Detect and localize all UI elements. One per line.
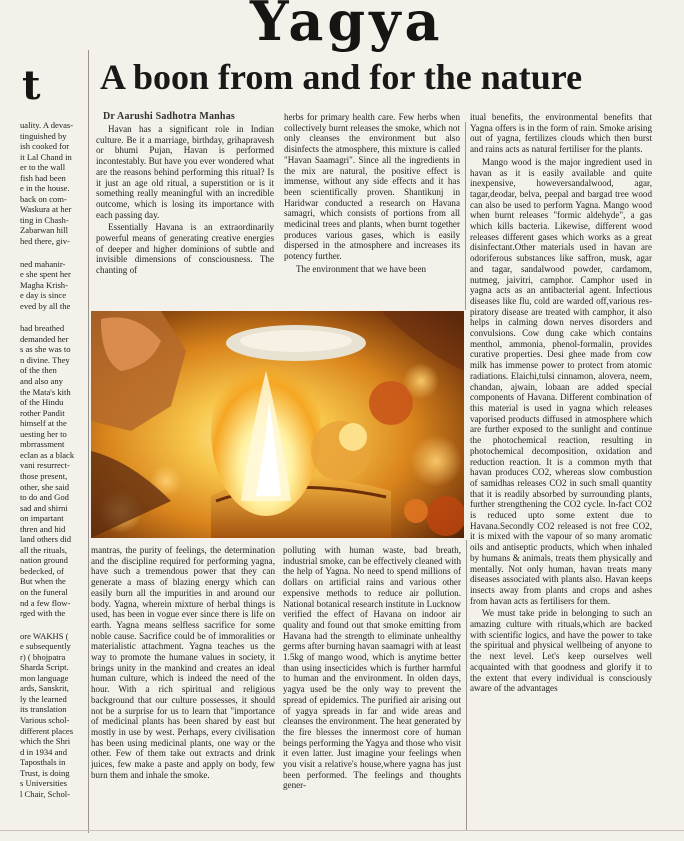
- text-line: Various schol-: [20, 714, 70, 725]
- text-line: all the rituals,: [20, 544, 68, 555]
- text-line: ore WAKHS (: [20, 630, 69, 641]
- text-line: ly the learned: [20, 693, 67, 704]
- line-gap: [20, 619, 83, 631]
- text-line: l Chair, Schol-: [20, 788, 71, 799]
- paragraph: Essentially Havana is an extraordinarily powerful means of generating creative energies of deeper and higher dominions of subtle and invisible dimensions of consciousness. The chanting of: [96, 222, 274, 276]
- text-line: n divine. They: [20, 354, 70, 365]
- article-column-1-bottom: [91, 545, 275, 831]
- text-line: it Lal Chand in: [20, 151, 72, 162]
- article-column-2-bottom: [283, 545, 461, 831]
- text-line: r) ( bhojpatra: [20, 651, 66, 662]
- text-line: those present,: [20, 470, 68, 481]
- paragraph: We must take pride in belonging to such an amazing culture with rituals,which are backed with scientific logics, and have the power to take the spiritual and physical wellbeing of anyone to the next level. Let's keep ourselves well acquainted with that goodness and glorify it to the extent that every individual is consciously aware of the advantages: [470, 608, 652, 694]
- text-line: of the Hindu: [20, 397, 64, 408]
- byline: Dr Aarushi Sadhotra Manhas: [103, 111, 235, 122]
- column-divider: [465, 122, 466, 310]
- text-line: Sharda Script.: [20, 662, 69, 673]
- text-line: fish had been: [20, 172, 66, 183]
- text-line: thren and hid: [20, 523, 66, 534]
- text-line: rother Pandit: [20, 407, 65, 418]
- text-line: its translation: [20, 704, 67, 715]
- paragraph: Mango wood is the major ingredient used in havan as it is easily available and quite inexpensive, howeversandalwood, agar, tagar,deodar, belva, peepal and bargad tree wood can also be used to perform Yagna. Mango wood when burnt releases "formic aldehyde", a gas which kills bacteria. Likewise, different wood releases different gases which works as a great disinfectant.Other materials used in havan are odoriferous substances like saffron, musk, agar and tagar, sandalwood powder, cardamom, nutmeg, jaivitri, camphor. Camphor used in yagna acts as an antibacterial agent. Infectious diseases like flu, cold are warded off,various respiratory disease are treated with camphor, it also helps in calming down nerves disorders and convulsions. Cow dung cake which contains menthol, ammonia, phenol-formalin, provides curative properties. Desi ghee made from cow milk has immense power to protect from atomic radiations. Elaichi,tulsi cinnamon, alovera, neem, chandan, ajwain, lobaan are added special components of Havana. Different combination of this material is used in yagna which releases vaporised products diffused in atmosphere which are further exposed to the sunlight and continue the photochemical reaction, resulting in photochemical decomposition, oxidation and reduction reaction. It is a common myth that havan produces CO2, whereas slow combustion of samidhas releases CO2 in such small quantity that it is readily absorbed by surrounding plants, further strengthening the CO2 cycle. In-fact CO2 is reduced upto some extent due to Havana.Secondly CO2 released is not free CO2, it is mixed with the vapour of so many aromatic oils and antiseptic products, which when inhaled by humans & animals, treats them physically and mentally. Not only human, havan treats many diseases associated with plants also. Havan keeps insects away from plants and crops and ashes from havan acts as fertilisers for them.: [470, 156, 652, 606]
- text-line: on the funeral: [20, 586, 68, 597]
- text-line: of the then: [20, 365, 57, 376]
- text-line: Taposthals in: [20, 757, 66, 768]
- text-line: back on com-: [20, 193, 67, 204]
- article-column-1-top: [96, 124, 274, 306]
- text-line: tinguished by: [20, 130, 67, 141]
- text-line: er to the wall: [20, 162, 66, 173]
- line-gap: [20, 311, 83, 323]
- havan-fire-ritual-photo: [91, 311, 464, 538]
- text-line: vani resurrect-: [20, 460, 70, 471]
- text-line: e she spent her: [20, 269, 71, 280]
- text-line: eclan as a black: [20, 449, 75, 460]
- text-line: himself at the: [20, 418, 67, 429]
- text-line: had breathed: [20, 323, 65, 334]
- line-gap: [20, 247, 83, 259]
- text-line: ned mahanir-: [20, 258, 66, 269]
- neighbor-headline-fragment: t: [22, 62, 41, 109]
- text-line: s Universities: [20, 778, 68, 789]
- text-line: mbrrassment: [20, 439, 65, 450]
- paragraph: herbs for primary health care. Few herbs when collectively burnt releases the smoke, which not only cleanses the environment but also disinfects the atmosphere, this mixture is called "Havan Saamagri". Since all the ingredients in the mix are natural, the positive effect is immense, without any side effects and it has been scientifically proven. Shantikunj in Haridwar conducted a research on Havana samagri, which consists of portions from all medicinal trees and plants, when burnt together produces various gases, which is easily dispersed in the atmosphere and increases its potency further.: [284, 112, 460, 262]
- text-line: But when the: [20, 576, 66, 587]
- text-line: demanded her: [20, 333, 69, 344]
- text-line: e subsequently: [20, 641, 71, 652]
- text-line: different places: [20, 725, 74, 736]
- text-line: to do and God: [20, 492, 69, 503]
- article-column-2-top: [284, 112, 460, 308]
- paragraph: itual benefits, the environmental benefits that Yagna offers is in the form of rain. Smoke arising out of yagna, fertilizes clouds which then burst and rains acts as natural fertiliser for the plants.: [470, 112, 652, 155]
- paragraph: polluting with human waste, bad breath, industrial smoke, can be effectively cleaned with the help of Yagna. No need to spend millions of dollars on artificial rains and various other expensive methods to reduce air pollution. National botanical research institute in Lucknow verified the effect of Havana on indoor air quality and found out that smoke emitting from Havana had the strength to eliminate unhealthy germs after burning havan saamagri with at least 1.5kg of mango wood, which is anytime better than using insecticides which is further harmful to human and the environment. In olden days, yagya used be the only way to prevent the spread of epidemics. The purified air arising out of yagya spreads in far and wide areas and cleanses the environment. The heat generated by the fire blesses the innermost core of human beings performing the Yagya and those who visit it even latter. Just imagine your feelings when you visit a relative's house,where yagna has just been performed. The feelings and thoughts gener-: [283, 545, 461, 791]
- text-line: mon language: [20, 672, 69, 683]
- text-line: e in the house.: [20, 183, 70, 194]
- text-line: other, she said: [20, 481, 70, 492]
- paragraph: mantras, the purity of feelings, the determination and the discipline required for performing yagna, have such a tremendous power that they can generate a mass of blazing energy which can easily burn all the impurities in and around our body. Yagna, wherein mixture of herbal things is used, has been in vogue ever since there is life on earth. Yagna means selfless sacrifice for some noble cause. Sacrifice could be of immoralities or materialistic attachment. Yagna teaches us the way to promote the humane values in society, it brings unity in the mankind and creates an ideal human culture, which is indeed the need of the hour. With a rich spiritual and religious background that our culture possesses, it should not be a surprise for us to learn that "importance of medicinal plants has been shared by east but mostly in use by west. Perhaps, every civilisation has been using medicinal plants, one way or the other. Few of them take out extracts and drink juices, few make a paste and apply on body, few burn them and inhale the smoke.: [91, 545, 275, 780]
- text-line: ards, Sanskrit,: [20, 683, 69, 694]
- text-line: Zabarwan hill: [20, 225, 68, 236]
- adjacent-article-column: [20, 120, 83, 799]
- text-line: Magha Krish-: [20, 279, 68, 290]
- text-line: Waskura at her: [20, 204, 72, 215]
- text-line: sad and shirni: [20, 502, 68, 513]
- text-line: s as she was to: [20, 344, 71, 355]
- paragraph: Havan has a significant role in Indian culture. Be it a marriage, birthday, grihapravesh or bhumi Pujan, Havan is performed incontestably. But have you ever wondered what are the reasons behind performing this ritual? Is it just an age old ritual, a superstition or is it something really meaningful with an incredible outcome, which is losing its importance with each passing day.: [96, 124, 274, 220]
- text-line: eved by all the: [20, 300, 71, 311]
- text-line: on impartant: [20, 513, 64, 524]
- column-divider: [88, 50, 89, 833]
- page-bottom-rule: [0, 830, 684, 831]
- text-line: hed there, giv-: [20, 236, 70, 247]
- text-line: bedecked, of: [20, 565, 64, 576]
- text-line: nd a few flow-: [20, 597, 71, 608]
- text-line: uality. A devas-: [20, 120, 74, 130]
- text-line: uesting her to: [20, 428, 67, 439]
- text-line: ish cooked for: [20, 141, 70, 152]
- text-line: which the Shri: [20, 736, 71, 747]
- paragraph: The environment that we have been: [296, 263, 427, 274]
- section-kicker: Yagya: [250, 0, 444, 53]
- article-headline: A boon from and for the nature: [100, 57, 583, 97]
- column-divider: [466, 540, 467, 830]
- text-line: ting in Chash-: [20, 214, 69, 225]
- text-line: Trust, is doing: [20, 767, 70, 778]
- text-line: d in 1934 and: [20, 746, 68, 757]
- text-line: the Mata's kith: [20, 386, 71, 397]
- text-line: rged with the: [20, 608, 66, 619]
- text-line: land others did: [20, 534, 72, 545]
- text-line: e day is since: [20, 290, 67, 301]
- text-line: and also any: [20, 376, 63, 387]
- article-column-3: [470, 112, 652, 830]
- text-line: nation ground: [20, 555, 68, 566]
